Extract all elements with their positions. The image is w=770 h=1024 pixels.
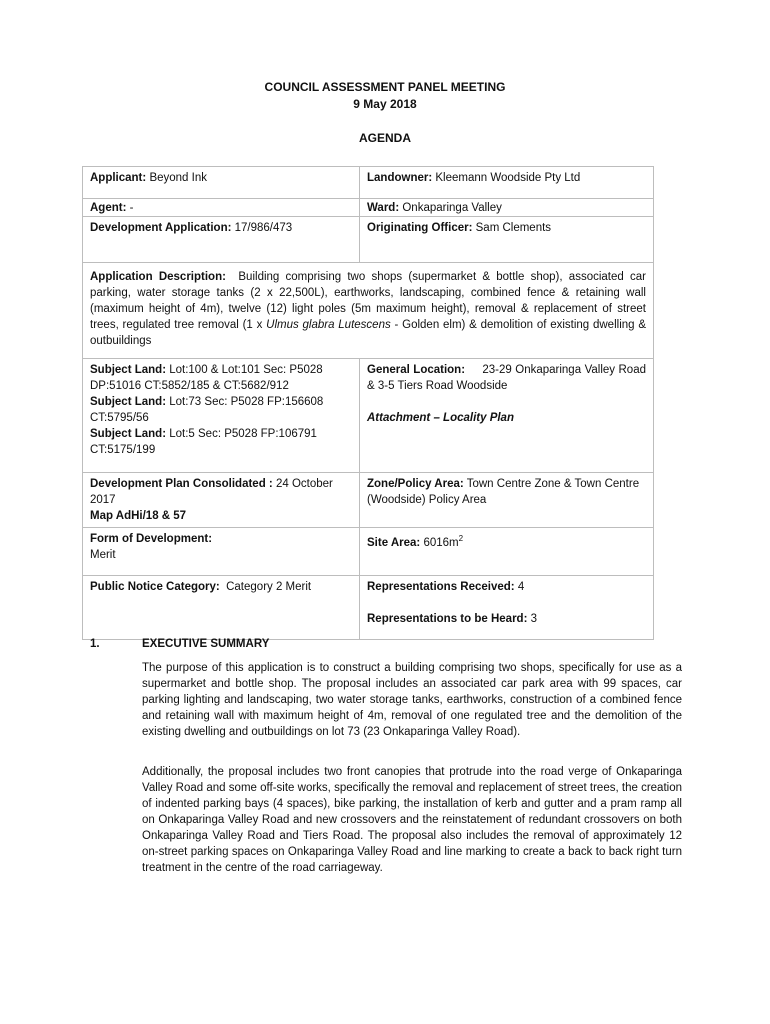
map-reference: Map AdHi/18 & 57 — [90, 510, 187, 522]
applicant-value: Beyond Ink — [149, 172, 207, 184]
site-area-label: Site Area: — [367, 536, 421, 549]
agent-value: - — [129, 202, 134, 214]
subject-land-cell — [83, 359, 360, 473]
subject-label-3: Subject Land: — [90, 428, 167, 440]
applicant-label: Applicant: — [90, 172, 147, 184]
application-description-cell — [83, 263, 654, 359]
reps-received-label: Representations Received: — [367, 581, 515, 593]
dev-plan-label: Development Plan Consolidated : — [90, 478, 273, 490]
subject-land-1: Lot:100 & Lot:101 Sec: P5028 DP:51016 CT:5852/185 & CT:5682/912 — [90, 364, 323, 392]
subject-label-1: Subject Land: — [90, 364, 167, 376]
agent-cell — [83, 199, 360, 217]
subject-land-2: Lot:73 Sec: P5028 FP:156608 CT:5795/56 — [90, 396, 324, 424]
notice-value: Category 2 Merit — [226, 581, 312, 593]
development-application-cell — [83, 217, 360, 263]
notice-label: Public Notice Category: — [90, 581, 220, 593]
agenda-heading: AGENDA — [358, 131, 411, 145]
subject-land-3: Lot:5 Sec: P5028 FP:106791 CT:5175/199 — [90, 428, 317, 456]
meeting-title: COUNCIL ASSESSMENT PANEL MEETING — [264, 80, 506, 94]
representations-cell — [360, 576, 654, 640]
officer-label: Originating Officer: — [367, 222, 473, 234]
landowner-label: Landowner: — [367, 172, 433, 184]
location-label: General Location: — [367, 364, 466, 376]
zone-label: Zone/Policy Area: — [367, 478, 464, 490]
dev-app-value: 17/986/473 — [234, 222, 293, 234]
officer-cell — [360, 217, 654, 263]
subject-label-2: Subject Land: — [90, 396, 167, 408]
dev-app-label: Development Application: — [90, 222, 232, 234]
landowner-value: Kleemann Woodside Pty Ltd — [435, 172, 581, 184]
ward-value: Onkaparinga Valley — [402, 202, 502, 214]
development-plan-cell — [83, 473, 360, 528]
application-details-table — [82, 166, 654, 640]
dev-plan-value: 24 October 2017 — [90, 478, 333, 506]
form-label: Form of Development: — [90, 533, 213, 545]
location-value: 23-29 Onkaparinga Valley Road & 3-5 Tiers Road Woodside — [367, 364, 646, 392]
general-location-cell — [360, 359, 654, 473]
description-species: Ulmus glabra Lutescens — [266, 319, 391, 331]
form-of-development-cell — [83, 528, 360, 576]
landowner-cell — [360, 167, 654, 199]
site-area-value: 6016m — [423, 536, 459, 549]
zone-value: Town Centre Zone & Town Centre (Woodside) Policy Area — [367, 478, 640, 506]
form-value: Merit — [90, 549, 116, 561]
section-number: 1. — [90, 638, 100, 650]
applicant-cell — [83, 167, 360, 199]
description-text-1: Building comprising two shops (supermarket & bottle shop), associated car parking, water storage tanks (2 x 22,500L), earthworks, landscaping, combined fence & retaining wall (maximum height of 4m), twelve (12) light poles (5m maximum height), removal & replacement of street trees, regulated tree removal (1 x — [90, 271, 646, 331]
ward-label: Ward: — [367, 202, 400, 214]
reps-received-value: 4 — [517, 581, 525, 593]
site-area-cell — [360, 528, 654, 576]
reps-heard-value: 3 — [530, 613, 538, 625]
zone-cell — [360, 473, 654, 528]
site-area-unit-sup: 2 — [458, 534, 464, 543]
officer-value: Sam Clements — [475, 222, 552, 234]
public-notice-cell — [83, 576, 360, 640]
agent-label: Agent: — [90, 202, 127, 214]
summary-paragraph-1: The purpose of this application is to construct a building comprising two shops, specifically for use as a supermarket and bottle shop. The proposal includes an associated car park area with 99 spaces, car parking lighting and landscaping, two water storage tanks, earthworks, construction of a combined fence and retaining wall with maximum height of 4m, removal of one regulated tree and the demolition of the existing dwelling and outbuildings on lot 73 (23 Onkaparinga Valley Road). — [142, 662, 682, 738]
attachment-label: Attachment – Locality Plan — [367, 412, 514, 424]
description-text-2: - Golden elm) & demolition of existing dwelling & outbuildings — [90, 319, 646, 347]
meeting-date: 9 May 2018 — [353, 97, 417, 111]
description-label: Application Description: — [90, 271, 226, 283]
section-title: EXECUTIVE SUMMARY — [142, 638, 270, 650]
ward-cell — [360, 199, 654, 217]
reps-heard-label: Representations to be Heard: — [367, 613, 528, 625]
summary-paragraph-2: Additionally, the proposal includes two front canopies that protrude into the road verge of Onkaparinga Valley Road and some off-site works, specifically the removal and replacement of street trees, the creation of indented parking bays (4 spaces), bike parking, the installation of kerb and gutter and a pram ramp all on Onkaparinga Valley Road and new crossovers and the reinstatement of redundant crossovers on both Onkaparinga Valley Road and Tiers Road. The proposal also includes the removal of approximately 12 on-street parking spaces on Onkaparinga Valley Road and line marking to create a back to back right turn treatment in the centre of the road carriageway. — [142, 766, 682, 874]
